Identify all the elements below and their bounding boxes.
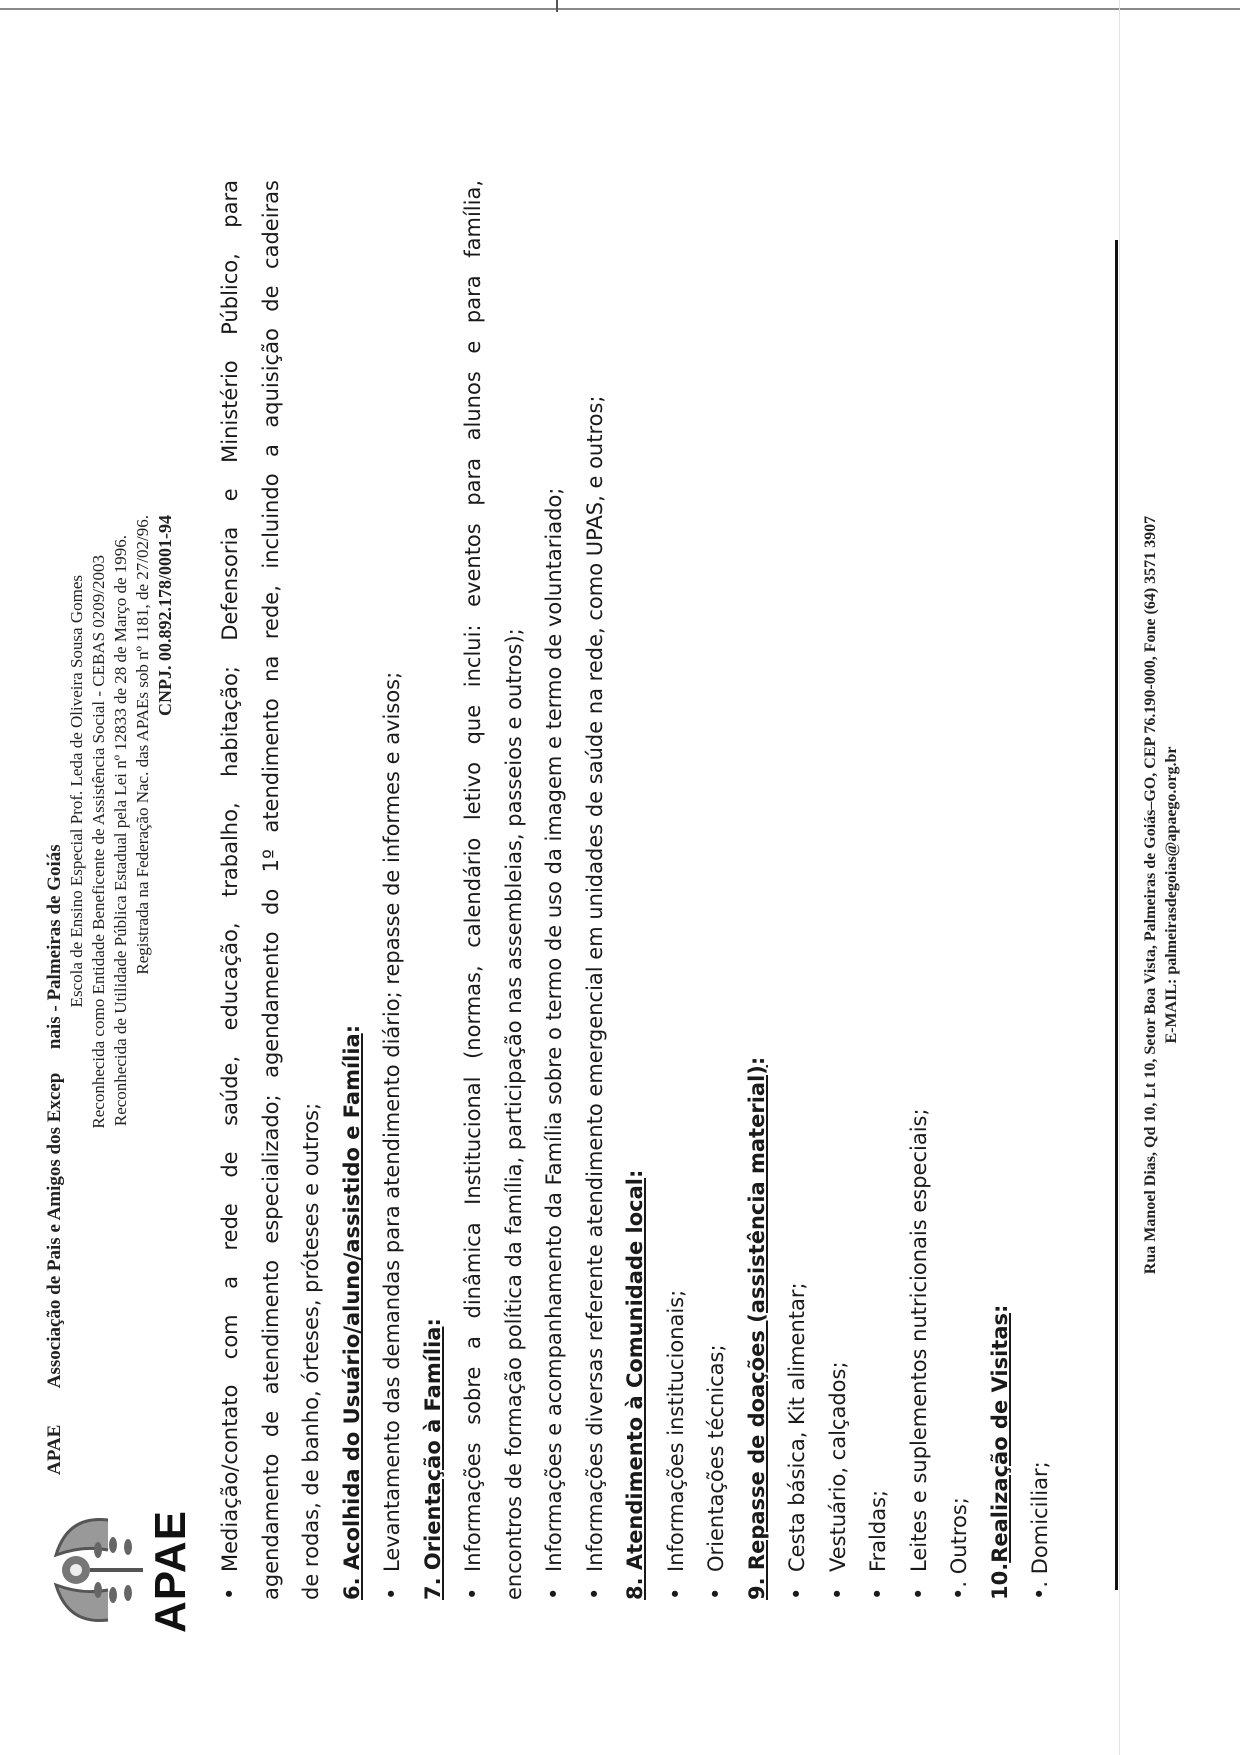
title-prefix: APAE — [44, 1424, 65, 1475]
list-item: • Informações diversas referente atendimento emergencial em unidades de saúde na rede, como UPAS, e outros; — [575, 180, 616, 1600]
title-main: Associação de Pais e Amigos dos Excep — [44, 1072, 65, 1389]
document-body — [210, 180, 1061, 1600]
bullet-icon: • — [1028, 1587, 1052, 1600]
title-suffix: nais - Palmeiras de Goiás — [44, 844, 65, 1050]
section-heading-6: 6. Acolhida do Usuário/aluno/assistido e Família: — [339, 1024, 364, 1600]
cnpj: CNPJ. 00.892.178/0001-94 — [155, 515, 175, 716]
organization-title — [44, 475, 66, 1475]
footer — [1140, 345, 1182, 1445]
footer-address: Rua Manoel Dias, Qd 10, Lt 10, Setor Boa Vista, Palmeiras de Goiás–GO, CEP 76.190-000, Fone (64) 3571 3907 — [1142, 515, 1159, 1275]
school-name: Escola de Ensino Especial Prof. Leda de Oliveira Sousa Gomes — [67, 575, 86, 1008]
footer-divider — [1115, 240, 1118, 1590]
flower-hands-icon — [38, 1505, 148, 1635]
public-utility-law: Reconhecida de Utilidade Pública Estadual pela Lei nº 12833 de 28 de Março de 1996. — [111, 535, 130, 1127]
section-heading-7: 7. Orientação à Família: — [420, 1318, 445, 1600]
list-item: • Informações e acompanhamento da Família sobre o termo de uso da imagem e termo de voluntariado; — [534, 180, 575, 1600]
letterhead — [38, 135, 208, 1635]
list-item: • Fraldas; — [858, 180, 899, 1600]
cebas-recognition: Reconhecida como Entidade Beneficente de Assistência Social - CEBAS 0209/2003 — [89, 555, 108, 1129]
section-heading-10: 10.Realização de Visitas: — [987, 1304, 1012, 1600]
list-item: • Levantamento das demandas para atendimento diário; repasse de informes e avisos; — [372, 180, 413, 1600]
federation-registry: Registrada na Federação Nac. das APAEs sob nº 1181, de 27/02/96. — [133, 515, 152, 975]
list-item-continuation: encontros de formação política da família, participação nas assembleias, passeios e outros); — [501, 628, 526, 1600]
logo-wordmark: APAE — [146, 1510, 195, 1633]
footer-email: E-MAIL: palmeirasdegoias@apaego.org.br — [1163, 746, 1180, 1044]
apae-logo — [38, 1505, 195, 1635]
list-item-continuation: de rodas, de banho, órteses, próteses e outros; — [299, 1102, 323, 1600]
list-item-continuation: agendamento de atendimento especializado; agendamento do 1º atendimento na rede, incluindo a aquisição de cadeiras — [258, 180, 283, 1600]
list-item: • Leites e suplementos nutricionais especiais; — [899, 180, 940, 1600]
list-item: • Informações institucionais; — [656, 180, 697, 1600]
list-item: • Orientações técnicas; — [696, 180, 737, 1600]
organization-info — [44, 475, 176, 1475]
list-item: • Mediação/contato com a rede de saúde, educação, trabalho, habitação; Defensoria e Ministério Público, para — [210, 180, 251, 1600]
list-item: •. Domiciliar; — [1028, 1461, 1052, 1600]
list-item: •. Outros; — [947, 1497, 971, 1600]
bullet-icon: • — [947, 1587, 971, 1600]
list-item: • Cesta básica, Kit alimentar; — [777, 180, 818, 1600]
list-item: • Informações sobre a dinâmica Institucional (normas, calendário letivo que inclui: eventos para alunos e para família, — [453, 180, 494, 1600]
section-heading-8: 8. Atendimento à Comunidade local: — [623, 1169, 647, 1600]
list-item: • Vestuário, calçados; — [818, 180, 859, 1600]
section-heading-9: 9. Repasse de doações (assistência material): — [744, 1056, 769, 1600]
